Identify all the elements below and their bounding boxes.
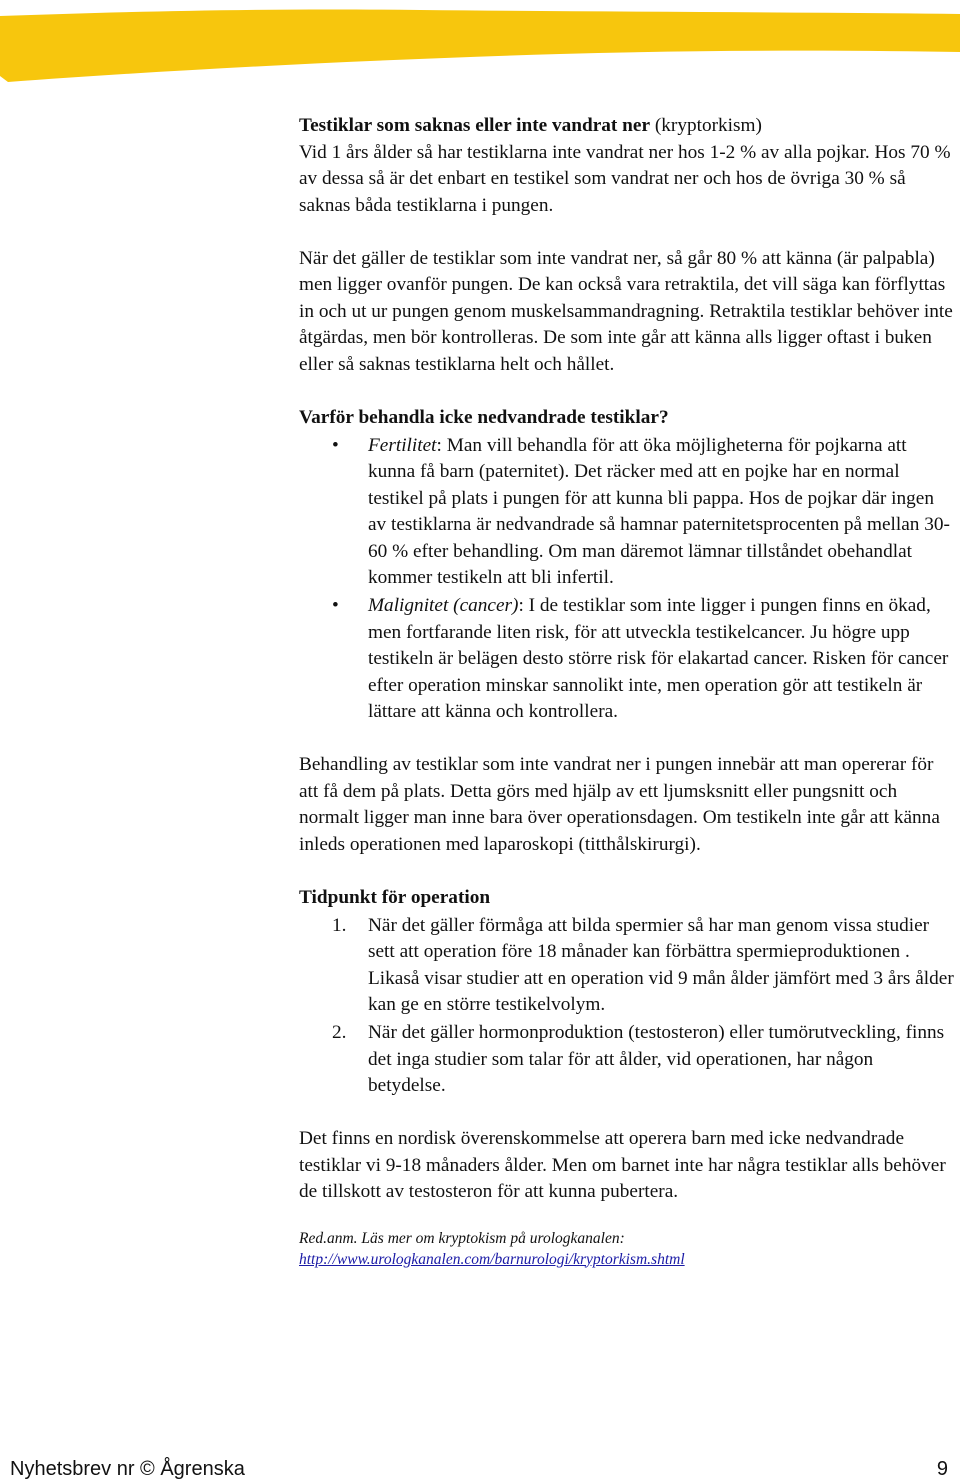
urologkanalen-link[interactable]: http://www.urologkanalen.com/barnurologi/kryptorkism.shtml xyxy=(299,1250,685,1268)
heading-kryptorkism-suffix: (kryptorkism) xyxy=(650,115,762,136)
heading-why-treat: Varför behandla icke nedvandrade testiklar? xyxy=(299,406,669,428)
list-number: 1. xyxy=(332,914,347,936)
footer-publication: Nyhetsbrev nr © Ågrenska xyxy=(10,1458,245,1480)
list-item-sperm xyxy=(299,913,954,1019)
text-malignancy: : I de testiklar som inte ligger i pungen finns en ökad, men fortfarande liten risk, för att utveckla testikelcancer. Ju högre upp testikeln är belägen desto större risk för elakartad cancer. Risken för cancer efter operation minskar sannolikt inte, men operation gör att testikeln är lättare att känna och kontrollera. xyxy=(368,595,949,722)
article-content xyxy=(299,113,954,1270)
timing-list xyxy=(299,913,954,1100)
term-malignancy: Malignitet (cancer) xyxy=(368,595,519,616)
paragraph-prevalence: Vid 1 års ålder så har testiklarna inte vandrat ner hos 1-2 % av alla pojkar. Hos 70 % av dessa så är det enbart en testikel som vandrat ner och hos de övriga 30 % så saknas båda testiklarna i pungen. xyxy=(299,141,951,216)
header-swoosh-banner xyxy=(0,0,960,90)
list-item-malignancy xyxy=(299,593,954,726)
list-item-hormone xyxy=(299,1020,954,1100)
bullet-icon: • xyxy=(332,595,339,616)
list-number: 2. xyxy=(332,1022,347,1043)
bullet-icon: • xyxy=(332,434,339,456)
note-label: Red.anm. Läs mer om kryptokism på urologkanalen: xyxy=(299,1229,625,1247)
term-fertility: Fertilitet xyxy=(368,434,437,456)
page-number: 9 xyxy=(936,1458,948,1480)
heading-kryptorkism: Testiklar som saknas eller inte vandrat ner xyxy=(299,115,651,136)
page-footer xyxy=(10,1455,948,1483)
paragraph-nordic-agreement: Det finns en nordisk överenskommelse att operera barn med icke nedvandrade testiklar vi 9-18 månaders ålder. Men om barnet inte har några testiklar alls behöver de tillskott av testosteron för att kunna pubertera. xyxy=(299,1128,946,1202)
section-kryptorkism xyxy=(299,113,954,219)
heading-timing: Tidpunkt för operation xyxy=(299,886,491,908)
paragraph-treatment: Behandling av testiklar som inte vandrat ner i pungen innebär att man opererar för att få dem på plats. Detta görs med hjälp av ett ljumsksnitt eller pungsnitt och normalt ligger man inne bara över operationsdagen. Om testikeln inte går att känna inleds operationen med laparoskopi (titthålskirurgi). xyxy=(299,754,940,855)
editor-note xyxy=(299,1228,954,1270)
text-fertility: : Man vill behandla för att öka möjligheterna för pojkarna att kunna få barn (paternitet). Det räcker med att en pojke har en normal testikel på plats i pungen för att kunna bli pappa. Hos de pojkar där ingen av testiklarna är nedvandrade så hamnar paternitetsprocenten på mellan 30-60 % efter behandling. Om man däremot lämnar tillståndet obehandlat kommer testikeln att bli infertil. xyxy=(368,434,950,588)
reasons-list xyxy=(299,433,954,726)
text-sperm: När det gäller förmåga att bilda spermier så har man genom vissa studier sett att operation före 18 månader kan förbättra spermieproduktionen . Likaså visar studier att en operation vid 9 mån ålder jämfört med 3 års ålder kan ge en större testikelvolym. xyxy=(368,914,954,1015)
list-item-fertility xyxy=(299,433,954,592)
paragraph-palpable: När det gäller de testiklar som inte vandrat ner, så går 80 % att känna (är palpabla) men ligger ovanför pungen. De kan också vara retraktila, det vill säga kan förflyttas in och ut ur pungen genom muskelsammandragning. Retraktila testiklar behöver inte åtgärdas, men bör kontrolleras. De som inte går att känna alls ligger oftast i buken eller så saknas testiklarna helt och hållet. xyxy=(299,247,953,375)
text-hormone: När det gäller hormonproduktion (testosteron) eller tumörutveckling, finns det inga studier som talar för att ålder, vid operationen, har någon betydelse. xyxy=(368,1022,945,1096)
